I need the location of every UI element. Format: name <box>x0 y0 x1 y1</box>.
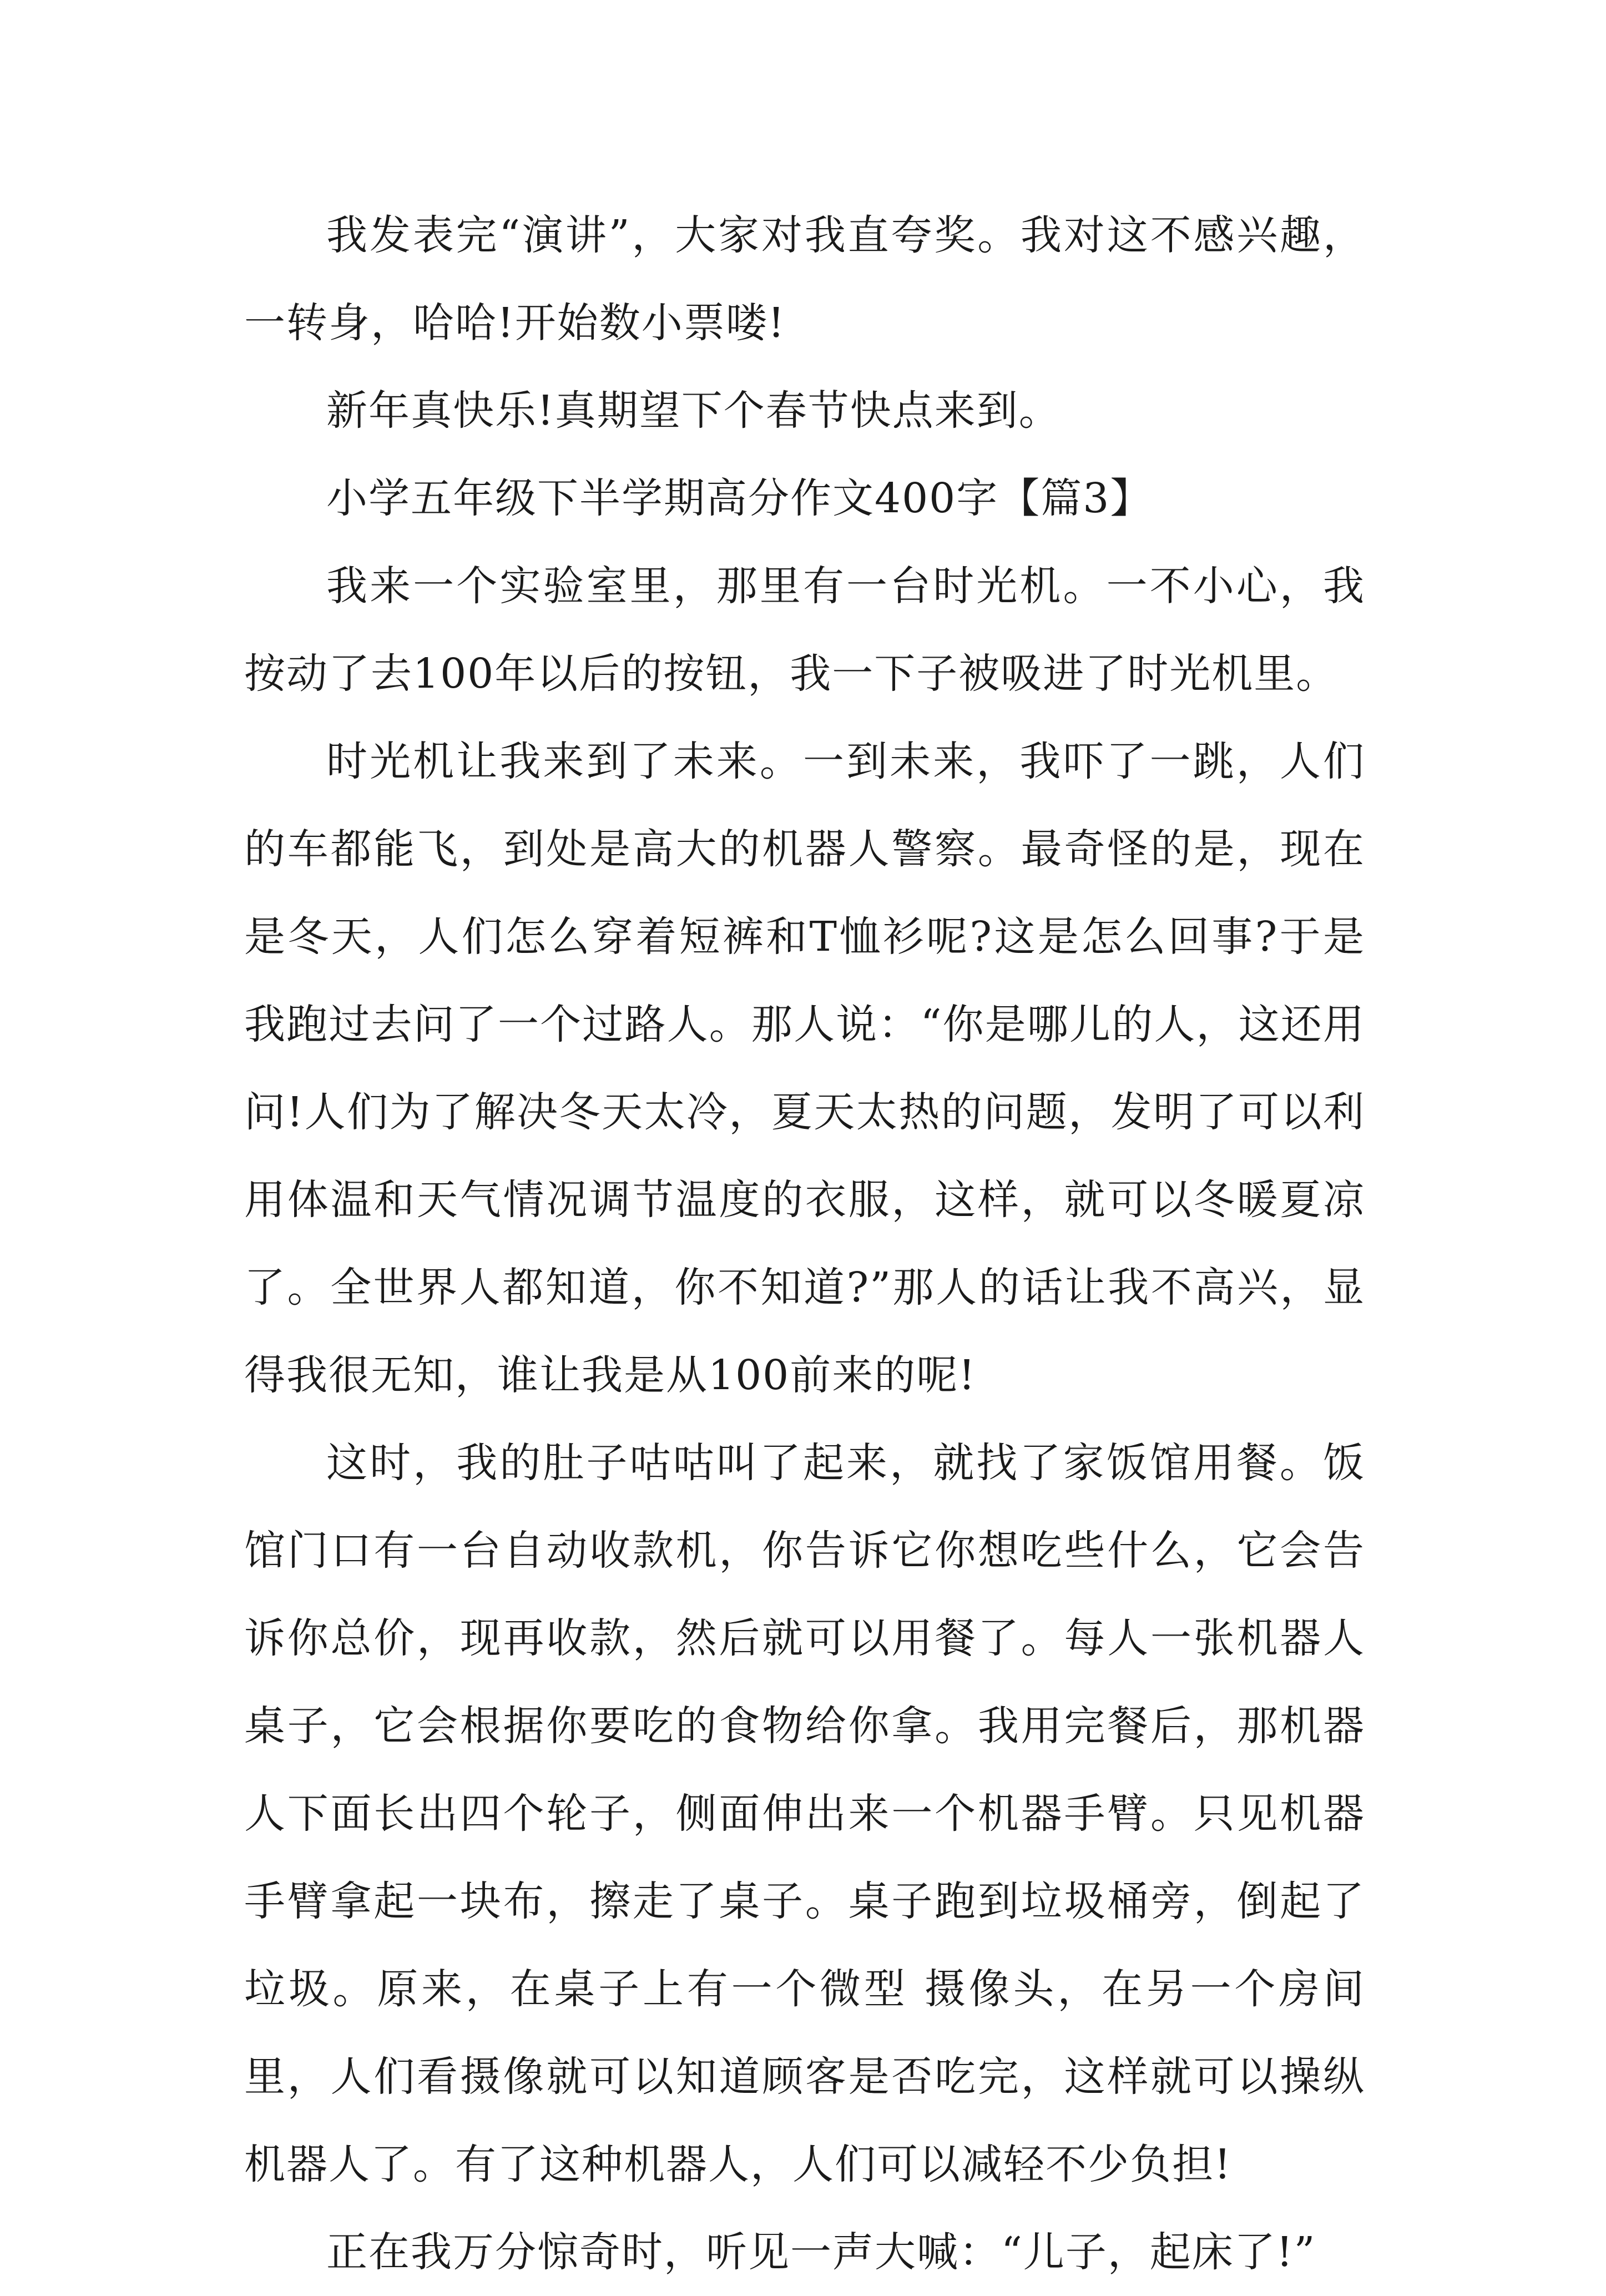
paragraph: 我来一个实验室里，那里有一台时光机。一不小心，我按动了去100年以后的按钮，我一下子被吸进了时光机里。 <box>244 562 1365 698</box>
paragraph: 新年真快乐!真期望下个春节快点来到。 <box>326 387 1061 435</box>
paragraph: 这时，我的肚子咕咕叫了起来，就找了家饭馆用餐。饭馆门口有一台自动收款机，你告诉它你想吃些什么，它会告诉你总价，现再收款，然后就可以用餐了。每人一张机器人桌子，它会根据你要吃的食物给你拿。我用完餐后，那机器人下面长出四个轮子，侧面伸出来一个机器手臂。只见机器手臂拿起一块布，擦走了桌子。桌子跑到垃圾桶旁，倒起了垃圾。原来，在桌子上有一个微型 摄像头，在另一个房间里，人们看摄像就可以知道顾客是否吃完，这样就可以操纵机器人了。有了这种机器人，人们可以减轻不少负担! <box>244 1439 1365 2188</box>
paragraph: 正在我万分惊奇时，听见一声大喊：“儿子，起床了!” <box>326 2228 1316 2276</box>
section-heading: 小学五年级下半学期高分作文400字【篇3】 <box>326 475 1153 522</box>
essay-body <box>244 191 1365 2296</box>
paragraph: 时光机让我来到了未来。一到未来，我吓了一跳，人们的车都能飞，到处是高大的机器人警察。最奇怪的是，现在是冬天，人们怎么穿着短裤和T恤衫呢?这是怎么回事?于是我跑过去问了一个过路人。那人说：“你是哪儿的人，这还用问!人们为了解决冬天太冷，夏天太热的问题，发明了可以利用体温和天气情况调节温度的衣服，这样，就可以冬暖夏凉了。全世界人都知道，你不知道?”那人的话让我不高兴，显得我很无知，谁让我是从100前来的呢! <box>244 738 1365 1399</box>
paragraph: 我发表完“演讲”，大家对我直夸奖。我对这不感兴趣，一转身，哈哈!开始数小票喽! <box>244 211 1365 347</box>
